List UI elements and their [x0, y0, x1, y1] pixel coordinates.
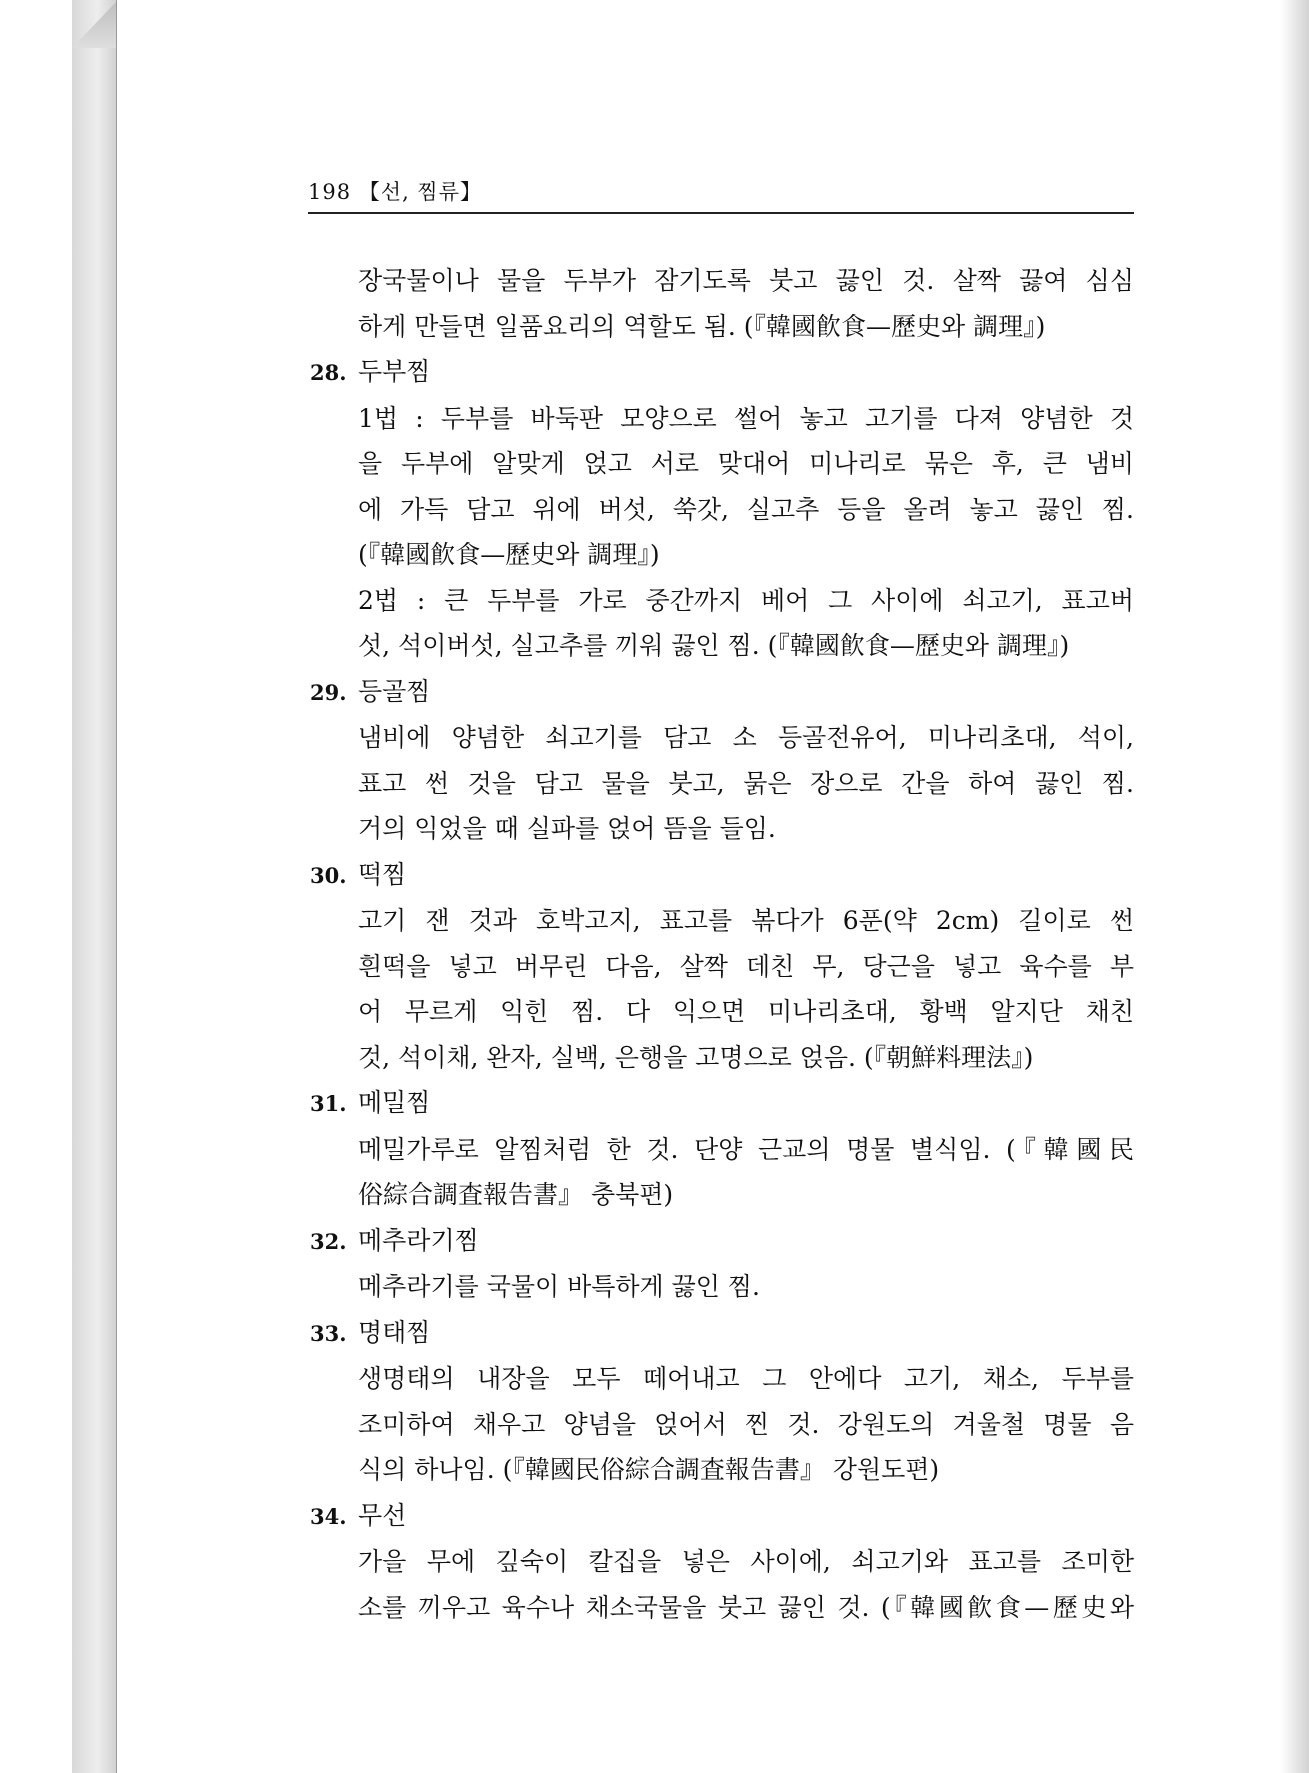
text-line: 식의 하나임. (『韓國民俗綜合調査報告書』 강원도편) — [358, 1455, 940, 1484]
entry-body — [310, 898, 1134, 1080]
entry-title: 두부찜 — [358, 357, 431, 386]
text-line: 고기 잰 것과 호박고지, 표고를 볶다가 6푼(약 2cm) 길이로 썬 — [358, 906, 1134, 935]
entry-heading — [310, 349, 1134, 396]
entry-body — [310, 1539, 1134, 1630]
entry-heading — [310, 852, 1134, 899]
entry-heading — [310, 669, 1134, 716]
entry-28 — [310, 349, 1134, 669]
text-line: 섯, 석이버섯, 실고추를 끼워 끓인 찜. (『韓國飮食—歷史와 調理』) — [358, 631, 1070, 660]
entry-33 — [310, 1310, 1134, 1493]
page-number: 198 — [308, 180, 352, 204]
text-line: 에 가득 담고 위에 버섯, 쑥갓, 실고추 등을 올려 놓고 끓인 찜. — [358, 494, 1134, 524]
text-line: 흰떡을 넣고 버무린 다음, 살짝 데친 무, 당근을 넣고 육수를 부 — [358, 951, 1134, 981]
entry-title: 떡찜 — [358, 859, 407, 889]
entry-29 — [310, 669, 1134, 852]
entry-body — [310, 715, 1134, 852]
entry-body — [310, 1356, 1134, 1493]
entry-number: 29. — [310, 679, 347, 705]
entry-number: 34. — [310, 1503, 347, 1529]
section-title: 【선, 찜류】 — [358, 180, 482, 204]
text-line: 하게 만들면 일품요리의 역할도 됨. (『韓國飮食—歷史와 調理』) — [358, 311, 1046, 341]
page-shadow — [1280, 0, 1309, 1773]
header-rule — [308, 212, 1134, 214]
entry-title: 메밀찜 — [358, 1088, 431, 1117]
entry-title: 명태찜 — [358, 1317, 431, 1347]
entry-heading — [310, 1218, 1134, 1265]
text-line: 어 무르게 익힌 찜. 다 익으면 미나리초대, 황백 알지단 채친 — [358, 997, 1134, 1026]
text-line: (『韓國飮食—歷史와 調理』) — [358, 540, 660, 569]
text-line: 생명태의 내장을 모두 떼어내고 그 안에다 고기, 채소, 두부를 — [358, 1364, 1134, 1393]
text-line: 메추라기를 국물이 바특하게 끓인 찜. — [358, 1272, 760, 1301]
text-line: 냄비에 양념한 쇠고기를 담고 소 등골전유어, 미나리초대, 석이, — [358, 723, 1134, 752]
text-line: 가을 무에 깊숙이 칼집을 넣은 사이에, 쇠고기와 표고를 조미한 — [358, 1547, 1134, 1576]
entry-number: 30. — [310, 862, 347, 888]
text-line: 2법 : 큰 두부를 가로 중간까지 베어 그 사이에 쇠고기, 표고버 — [358, 585, 1134, 615]
book-spine — [72, 0, 118, 1773]
entry-32 — [310, 1218, 1134, 1310]
text-line: 을 두부에 알맞게 얹고 서로 맞대어 미나리로 묶은 후, 큰 냄비 — [358, 449, 1134, 478]
text-line: 俗綜合調査報告書』 충북편) — [358, 1180, 674, 1209]
entry-body — [310, 1264, 1134, 1310]
entry-number: 33. — [310, 1320, 347, 1346]
text-line: 소를 끼우고 육수나 채소국물을 붓고 끓인 것. (『韓國飮食—歷史와 — [358, 1592, 1134, 1622]
entry-title: 등골찜 — [358, 676, 431, 706]
text-line: 메밀가루로 알찜처럼 한 것. 단양 근교의 명물 별식임. (『韓國民 — [358, 1134, 1134, 1164]
entry-31 — [310, 1080, 1134, 1218]
entry-heading — [310, 1310, 1134, 1357]
page-content — [310, 258, 1134, 1630]
text-line: 것, 석이채, 완자, 실백, 은행을 고명으로 얹음. (『朝鮮料理法』) — [358, 1042, 1034, 1072]
entry-number: 31. — [310, 1091, 347, 1116]
text-line: 표고 썬 것을 담고 물을 붓고, 묽은 장으로 간을 하여 끓인 찜. — [358, 768, 1134, 798]
text-line: 거의 익었을 때 실파를 얹어 뜸을 들임. — [358, 814, 776, 843]
text-line: 장국물이나 물을 두부가 잠기도록 붓고 끓인 것. 살짝 끓여 심심 — [358, 266, 1134, 295]
entry-body — [310, 396, 1134, 669]
entry-title: 무선 — [358, 1500, 407, 1530]
entry-30 — [310, 852, 1134, 1081]
entry-heading — [310, 1080, 1134, 1127]
entry-number: 32. — [310, 1228, 347, 1254]
entry-34 — [310, 1493, 1134, 1631]
text-line: 1법 : 두부를 바둑판 모양으로 썰어 놓고 고기를 다져 양념한 것 — [358, 403, 1134, 433]
entry-title: 메추라기찜 — [358, 1225, 479, 1255]
page-header — [308, 176, 1134, 206]
entry-body — [310, 1127, 1134, 1218]
text-line: 조미하여 채우고 양념을 얹어서 찐 것. 강원도의 겨울철 명물 음 — [358, 1409, 1134, 1439]
entry-number: 28. — [310, 360, 347, 385]
intro-paragraph — [310, 258, 1134, 349]
entry-heading — [310, 1493, 1134, 1540]
